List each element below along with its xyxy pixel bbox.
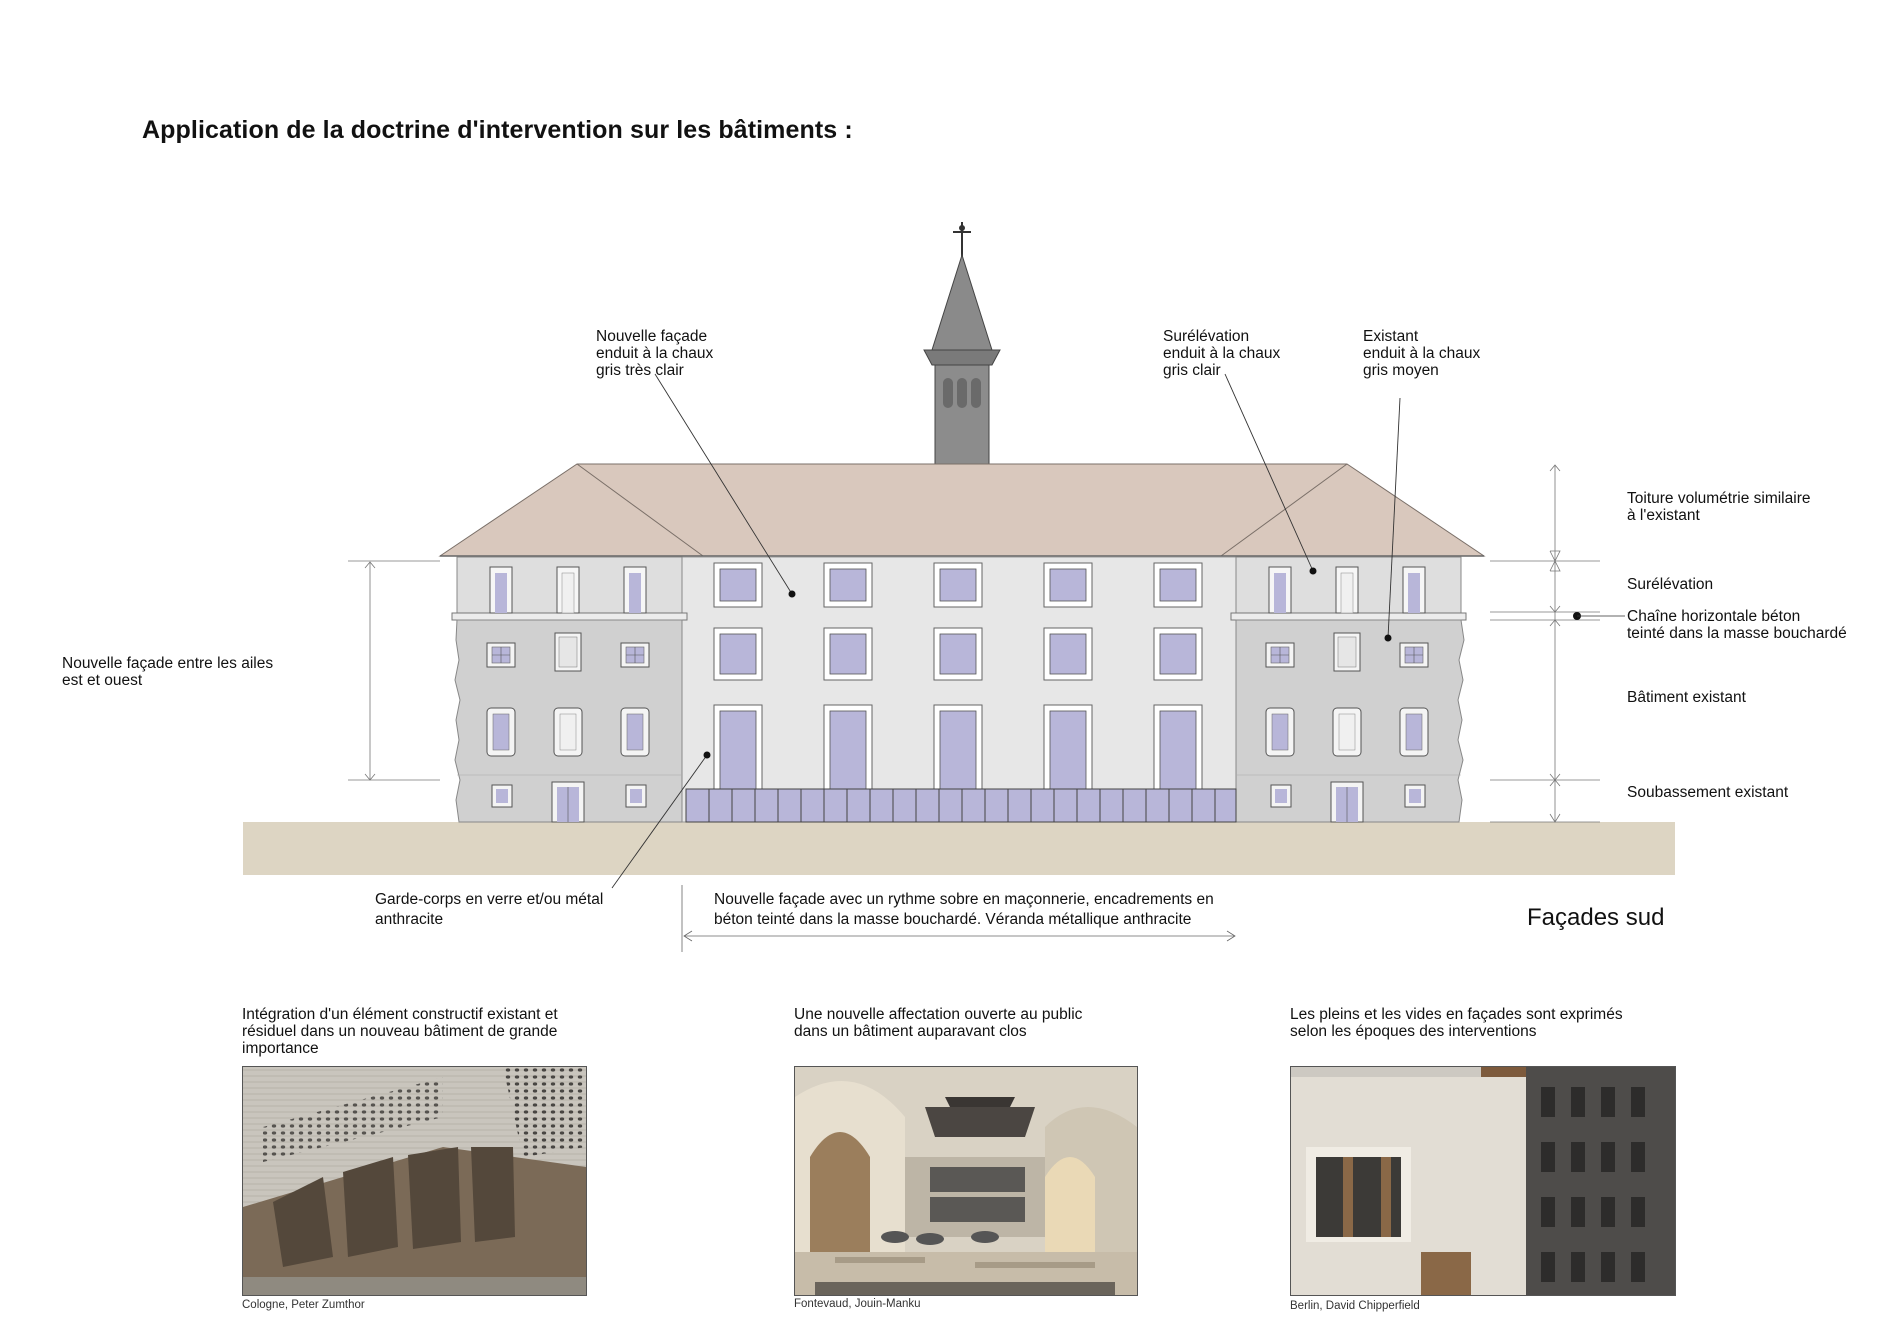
reference-credit-1: Cologne, Peter Zumthor	[242, 1299, 365, 1311]
center-window-french	[714, 705, 762, 789]
veranda	[686, 789, 1236, 822]
center-window-french	[1044, 705, 1092, 789]
label-garde-corps: Garde-corps en verre et/ou métal anthracite	[375, 891, 604, 928]
reference-caption-3: Les pleins et les vides en façades sont exprimés selon les époques des interventions	[1290, 1006, 1623, 1040]
center-window-upper	[714, 563, 762, 607]
reference-photo-cologne	[242, 1066, 587, 1296]
label-nouvelle-facade: Nouvelle façade enduit à la chaux gris très clair	[596, 328, 714, 379]
label-rythme: Nouvelle façade avec un rythme sobre en maçonnerie, encadrements en béton teinté dans la masse bouchardé. Véranda métallique anthracite	[714, 891, 1214, 928]
center-window-french	[934, 705, 982, 789]
center-window-upper	[1154, 563, 1202, 607]
center-window-french	[1154, 705, 1202, 789]
center-window-upper	[934, 563, 982, 607]
center-window-upper	[824, 563, 872, 607]
level-chaine: Chaîne horizontale béton teinté dans la masse bouchardé	[1627, 608, 1847, 642]
right-dimension	[1490, 465, 1600, 822]
ground	[243, 822, 1675, 875]
reference-caption-2: Une nouvelle affectation ouverte au public dans un bâtiment auparavant clos	[794, 1006, 1083, 1040]
label-surelevation-enduit: Surélévation enduit à la chaux gris clair	[1163, 328, 1281, 379]
reference-photo-fontevraud	[794, 1066, 1138, 1296]
center-window-middle	[1044, 628, 1092, 680]
center-window-upper	[1044, 563, 1092, 607]
level-surelevation: Surélévation	[1627, 576, 1714, 593]
center-window-french	[824, 705, 872, 789]
center-window-middle	[1154, 628, 1202, 680]
label-entre-ailes: Nouvelle façade entre les ailes est et ouest	[62, 655, 274, 689]
center-window-middle	[714, 628, 762, 680]
level-toiture: Toiture volumétrie similaire à l'existant	[1627, 490, 1811, 524]
level-soubassement: Soubassement existant	[1627, 784, 1789, 801]
elevation-name: Façades sud	[1527, 904, 1665, 931]
reference-credit-2: Fontevaud, Jouin-Manku	[794, 1298, 921, 1310]
center-window-middle	[824, 628, 872, 680]
left-dimension	[348, 561, 440, 780]
center-window-middle	[934, 628, 982, 680]
reference-photo-berlin	[1290, 1066, 1676, 1296]
level-batiment: Bâtiment existant	[1627, 689, 1746, 706]
belfry	[924, 222, 1000, 465]
reference-caption-1: Intégration d'un élément constructif existant et résiduel dans un nouveau bâtiment de grande importance	[242, 1006, 558, 1057]
label-existant: Existant enduit à la chaux gris moyen	[1363, 328, 1481, 379]
reference-credit-3: Berlin, David Chipperfield	[1290, 1300, 1420, 1312]
page-title: Application de la doctrine d'intervention sur les bâtiments :	[142, 116, 853, 144]
